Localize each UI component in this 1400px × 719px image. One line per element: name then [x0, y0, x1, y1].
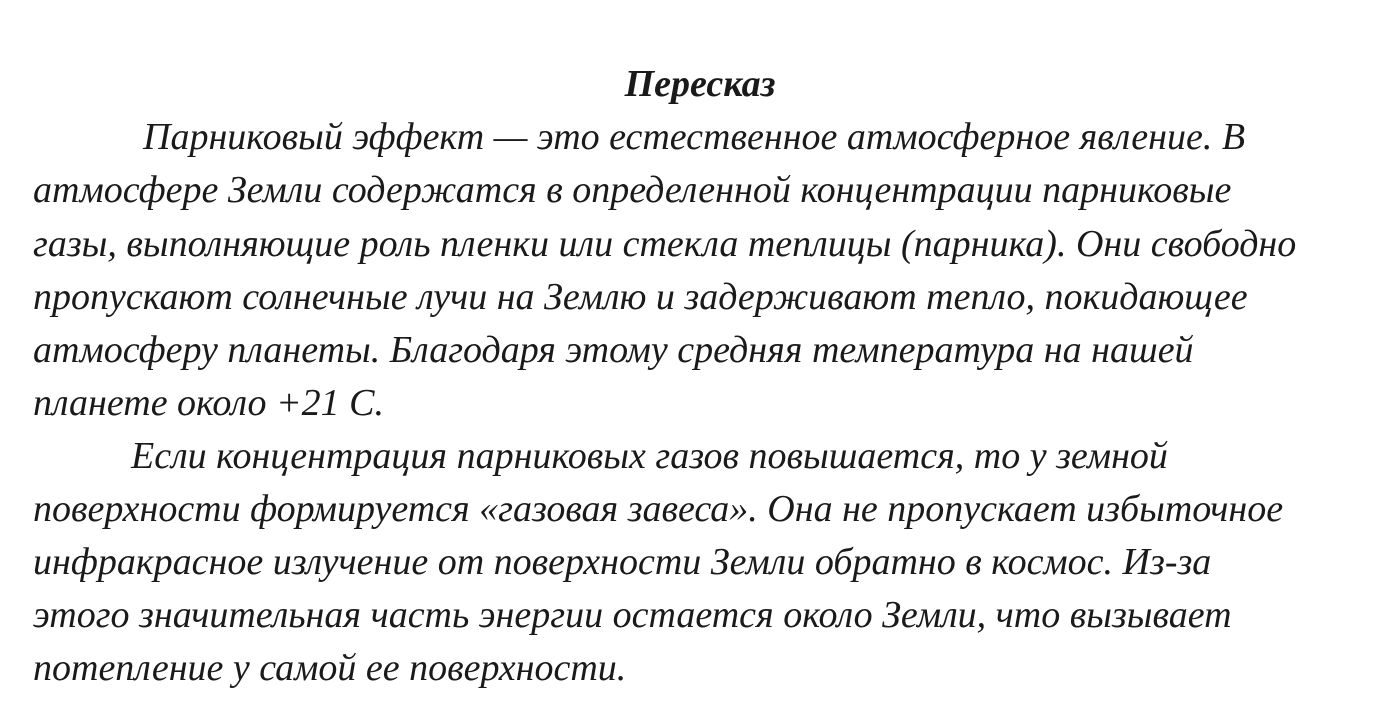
paragraph-1-line-6: планете около +21 С. — [33, 382, 384, 424]
paragraph-1-line-1: Парниковый эффект — это естественное атмосферное явление. В — [143, 116, 1246, 158]
paragraph-1-line-3: газы, выполняющие роль пленки или стекла теплицы (парника). Они свободно — [33, 223, 1297, 265]
document-title: Пересказ — [624, 63, 776, 105]
paragraph-2-line-3: инфракрасное излучение от поверхности Земли обратно в космос. Из-за — [33, 541, 1212, 583]
paragraph-1-line-5: атмосферу планеты. Благодаря этому средняя температура на нашей — [33, 329, 1194, 371]
paragraph-2-line-2: поверхности формируется «газовая завеса». Она не пропускает избыточное — [33, 488, 1284, 530]
paragraph-1-line-4: пропускают солнечные лучи на Землю и задерживают тепло, покидающее — [33, 276, 1248, 318]
paragraph-2-line-5: потепление у самой ее поверхности. — [33, 647, 627, 689]
paragraph-2-line-1: Если концентрация парниковых газов повышается, то у земной — [131, 435, 1168, 477]
paragraph-1-line-2: атмосфере Земли содержатся в определенной концентрации парниковые — [33, 169, 1232, 211]
paragraph-2-line-4: этого значительная часть энергии остается около Земли, что вызывает — [33, 594, 1232, 636]
